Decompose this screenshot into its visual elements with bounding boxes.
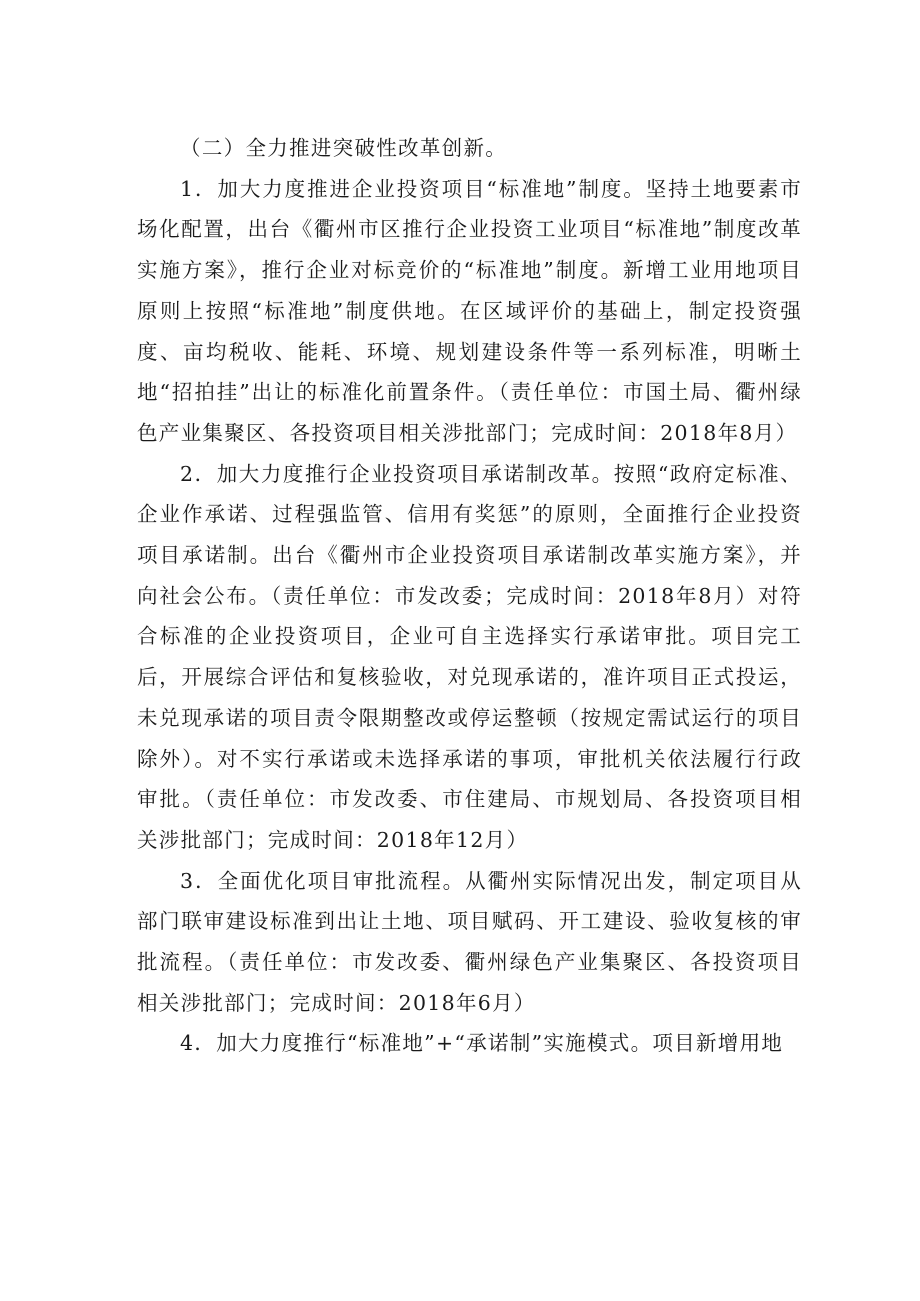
paragraph-3: 3．全面优化项目审批流程。从衢州实际情况出发，制定项目从部门联审建设标准到出让土地、项目赋码、开工建设、验收复核的审批流程。（责任单位：市发改委、衢州绿色产业集聚区、各投资项目相关涉批部门；完成时间：2018年6月） bbox=[137, 868, 802, 1015]
paragraph-2: 2．加大力度推行企业投资项目承诺制改革。按照“政府定标准、企业作承诺、过程强监管、信用有奖惩”的原则，全面推行企业投资项目承诺制。出台《衢州市企业投资项目承诺制改革实施方案》，并向社会公布。（责任单位：市发改委；完成时间：2018年8月）对符合标准的企业投资项目，企业可自主选择实行承诺审批。项目完工后，开展综合评估和复核验收，对兑现承诺的，准许项目正式投运，未兑现承诺的项目责令限期整改或停运整顿（按规定需试运行的项目除外）。对不实行承诺或未选择承诺的事项，审批机关依法履行行政审批。（责任单位：市发改委、市住建局、市规划局、各投资项目相关涉批部门；完成时间：2018年12月） bbox=[137, 461, 802, 852]
paragraph-4: 4．加大力度推行“标准地”+“承诺制”实施模式。项目新增用地 bbox=[180, 1031, 784, 1056]
paragraph-1: 1．加大力度推进企业投资项目“标准地”制度。坚持土地要素市场化配置，出台《衢州市区推行企业投资工业项目“标准地”制度改革实施方案》，推行企业对标竞价的“标准地”制度。新增工业用地项目原则上按照“标准地”制度供地。在区域评价的基础上，制定投资强度、亩均税收、能耗、环境、规划建设条件等一系列标准，明晰土地“招拍挂”出让的标准化前置条件。（责任单位：市国土局、衢州绿色产业集聚区、各投资项目相关涉批部门；完成时间：2018年8月） bbox=[137, 176, 802, 445]
section-heading: （二）全力推进突破性改革创新。 bbox=[180, 136, 508, 160]
document-body bbox=[137, 128, 802, 1064]
